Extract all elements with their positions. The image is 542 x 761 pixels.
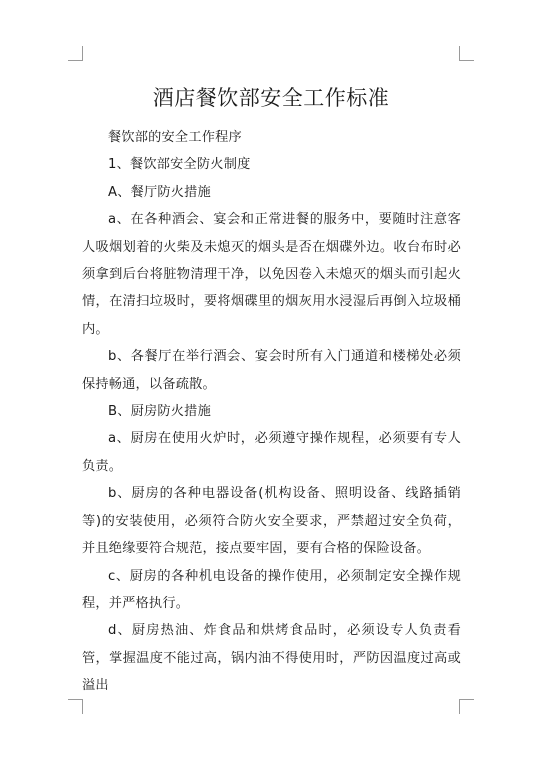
paragraph: b、厨房的各种电器设备(机构设备、照明设备、线路插销等)的安装使用，必须符合防火安全要求，严禁超过安全负荷，并且绝缘要符合规范，接点要牢固，要有合格的保险设备。: [82, 486, 461, 557]
paragraph: b、各餐厅在举行酒会、宴会时所有入门通道和楼梯处必须保持畅通，以备疏散。: [82, 349, 461, 392]
paragraph: d、厨房热油、炸食品和烘烤食品时，必须设专人负责看管，掌握温度不能过高，锅内油不得使用时，严防因温度过高或溢出: [82, 623, 461, 694]
paragraph: 餐饮部的安全工作程序: [108, 130, 242, 145]
paragraph: A、餐厅防火措施: [108, 184, 211, 200]
paragraph: a、在各种酒会、宴会和正常进餐的服务中，要随时注意客人吸烟划着的火柴及未熄灭的烟头是否在烟碟外边。收台布时必须拿到后台将脏物清理干净，以免因卷入未熄灭的烟头而引起火情，在清扫垃圾时，要将烟碟里的烟灰用水浸湿后再倒入垃圾桶内。: [82, 212, 461, 337]
crop-mark-top-left: [68, 46, 83, 61]
crop-mark-top-right: [459, 46, 474, 61]
document-title: 酒店餐饮部安全工作标准: [152, 86, 390, 110]
document-body: [82, 124, 461, 700]
paragraph: c、厨房的各种机电设备的操作使用，必须制定安全操作规程，并严格执行。: [82, 568, 461, 611]
crop-mark-bottom-left: [68, 699, 83, 714]
paragraph: 1、餐饮部安全防火制度: [108, 157, 251, 173]
crop-mark-bottom-right: [459, 699, 474, 714]
paragraph: a、厨房在使用火炉时，必须遵守操作规程，必须要有专人负责。: [82, 431, 461, 474]
paragraph: B、厨房防火措施: [108, 404, 211, 420]
